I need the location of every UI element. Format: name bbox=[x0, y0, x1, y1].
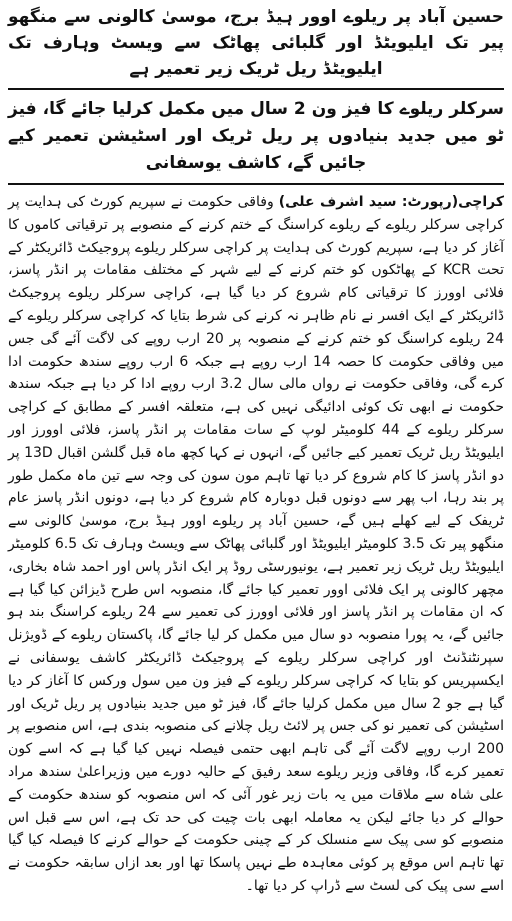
divider-top bbox=[8, 88, 504, 90]
subheadline: سرکلر ریلوے کا فیز ون 2 سال میں مکمل کرلیا جائے گا، فیز ٹو میں جدید بنیادوں پر ریل ٹریک اور اسٹیشن تعمیر کیے جائیں گے، کاشف یوسفانی bbox=[8, 99, 505, 173]
dateline: کراچی(رپورٹ: سید اشرف علی) bbox=[278, 194, 504, 210]
divider-bottom bbox=[8, 183, 504, 185]
article-body bbox=[8, 191, 504, 898]
body-text: وفاقی حکومت نے سپریم کورٹ کی ہدایت پر کراچی سرکلر ریلوے کے ریلوے کراسنگ کے ختم کرنے کے منصوبے پر ترقیاتی کاموں کا آغاز کر دیا ہے، سپریم کورٹ کی ہدایت پر کراچی سرکلر ریلوے پروجیکٹ ڈائریکٹر کے تحت KCR کے پھاٹکوں کو ختم کرنے کے لیے شہر کے مختلف مقامات پر انڈر پاسز، فلائی اوورز کا ترقیاتی کام شروع کر دیا گیا ہے، کراچی سرکلر ریلوے پروجیکٹ ڈائریکٹر کے ایک افسر نے نام ظاہر نہ کرنے کی شرط بتایا کہ کراچی سرکلر ریلوے کے 24 ریلوے کراسنگ کو ختم کرنے کے منصوبہ پر 20 ارب روپے کی لاگت آئے گی جس میں وفاقی حکومت کا حصہ 14 ارب روپے ہے جبکہ 6 ارب روپے سندھ حکومت ادا کرے گی، وفاقی حکومت نے رواں مالی سال 3.2 ارب روپے ادا کر دیا ہے جبکہ سندھ حکومت نے ابھی تک کوئی ادائیگی نہیں کی ہے، متعلقہ افسر کے مطابق کے کراچی سرکلر ریلوے کے 44 کلومیٹر لوپ کے سات مقامات پر انڈر پاسز، فلائی اوورز اور ایلیویٹڈ ریل ٹریک تعمیر کیے جائیں گے، انہوں نے کہا کچھ ماہ قبل گلشن اقبال 13D پر دو انڈر پاسز کا کام شروع کر دیا تھا تاہم مون سون کی وجہ سے تین ماہ مکمل طور پر بند رہا، اب پھر سے دونوں قبل دوبارہ کام شروع کر دیا ہے، دونوں انڈر پاسز عام ٹریفک کے لیے کھلے ہیں گے، حسین آباد پر ریلوے اوور ہیڈ برج، موسیٰ کالونی سے منگھو پیر تک 3.5 کلومیٹر ایلیویٹڈ اور گلبائی پھاٹک سے ویسٹ وہارف تک 6.5 کلومیٹر ایلیویٹڈ ریل ٹریک زیر تعمیر ہے، یونیورسٹی روڈ پر ایک انڈر پاس اور احمد شاہ بخاری، مچھر کالونی پر ایک فلائی اوور تعمیر کیا جائے گا، منصوبہ اس طرح ڈیزائن کیا گیا ہے کہ ان مقامات پر انڈر پاسز اور فلائی اوورز کی تعمیر سے 24 ریلوے کراسنگ بند ہو جائیں گے، یہ پورا منصوبہ دو سال میں مکمل کر لیا جائے گا، پاکستان ریلوے کے ڈویژنل سپرنٹنڈنٹ اور کراچی سرکلر ریلوے کے پروجیکٹ ڈائریکٹر کاشف یوسفانی نے ایکسپریس کو بتایا کہ کراچی سرکلر ریلوے کے فیز ون میں سول ورکس کا آغاز کر دیا گیا ہے جو 2 سال میں مکمل کرلیا جائے گا، فیز ٹو میں جدید بنیادوں پر ریل ٹریک اور اسٹیشن کی تعمیر نو کی جس پر لائٹ ریل چلانے کی منصوبہ بندی ہے، اس منصوبے پر 200 ارب روپے لاگت آئے گی تاہم ابھی حتمی فیصلہ نہیں کیا گیا ہے کہ اسے کون تعمیر کرے گا، وفاقی وزیر ریلوے سعد رفیق کے حالیہ دورے میں وزیراعلیٰ سندھ مراد علی شاہ سے ملاقات میں یہ بات زیر غور آئی کہ اس منصوبہ کو سندھ حکومت کے حوالے کر دیا جائے لیکن یہ معاملہ ابھی بات چیت کی حد تک ہے، اس سے قبل اس منصوبے کو سی پیک سے منسلک کر کے چینی حکومت کے حوالے کرنے کا فیصلہ کیا گیا تھا تاہم اس موقع پر کوئی معاہدہ طے نہیں پاسکا تھا اور بعد ازاں سابقہ حکومت نے اسے سی پیک کی لسٹ سے ڈراپ کر دیا تھا۔ bbox=[8, 194, 505, 894]
headline: حسین آباد پر ریلوے اوور ہیڈ برج، موسیٰ کالونی سے منگھو پیر تک ایلیویٹڈ اور گلبائی پھاٹک سے ویسٹ وہارف تک ایلیویٹڈ ریل ٹریک زیر تعمیر ہے bbox=[8, 7, 504, 79]
